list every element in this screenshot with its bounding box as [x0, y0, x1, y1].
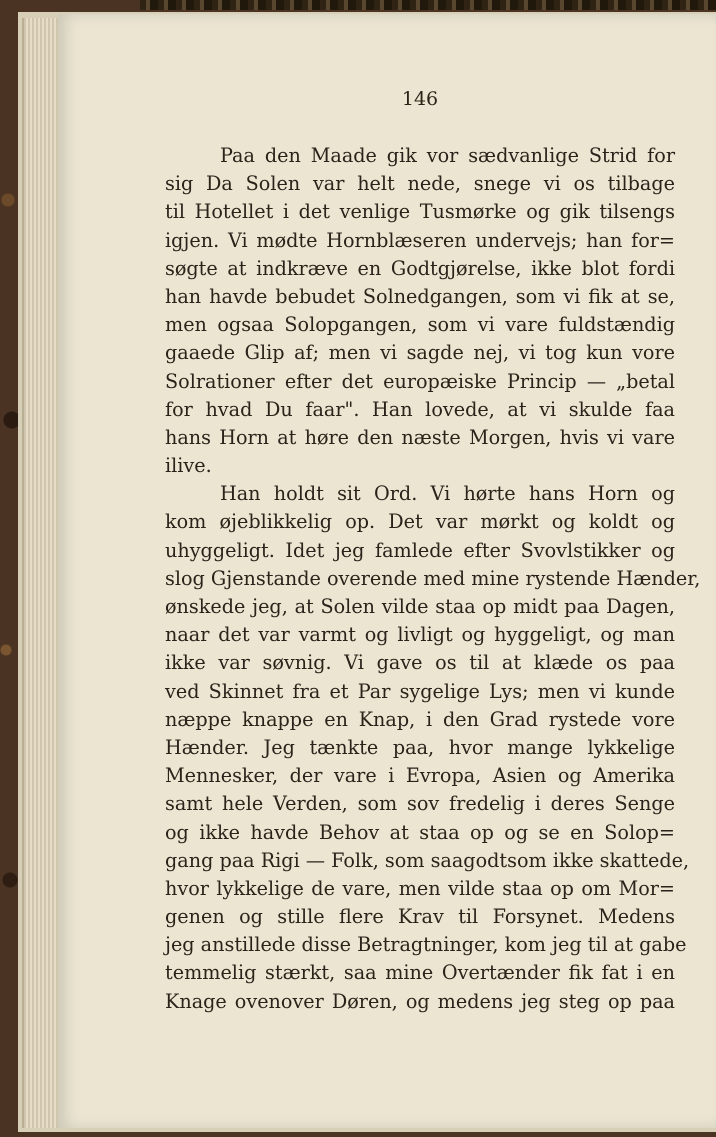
- text-line: men ogsaa Solopgangen, som vi vare fuldstændig: [165, 313, 675, 337]
- text-line: hvor lykkelige de vare, men vilde staa op om Mor=: [165, 876, 675, 900]
- body-text: [165, 142, 701, 1016]
- text-line: sig Da Solen var helt nede, snege vi os tilbage: [165, 172, 675, 196]
- text-line: gang paa Rigi — Folk, som saagodtsom ikke skattede,: [165, 848, 690, 872]
- text-line: ønskede jeg, at Solen vilde staa op midt paa Dagen,: [165, 595, 675, 618]
- text-line: slog Gjenstande overende med mine rystende Hænder,: [165, 566, 701, 590]
- text-line: Paa den Maade gik vor sædvanlige Strid for: [220, 144, 675, 167]
- text-line: for hvad Du faar". Han lovede, at vi skulde faa: [165, 397, 675, 421]
- text-line: ilive.: [165, 454, 212, 478]
- text-line: samt hele Verden, som sov fredelig i deres Senge: [165, 792, 675, 816]
- text-line: Hænder. Jeg tænkte paa, hvor mange lykkelige: [165, 735, 675, 759]
- text-line: temmelig stærkt, saa mine Overtænder fik fat i en: [165, 961, 675, 985]
- text-line: Mennesker, der vare i Evropa, Asien og Amerika: [165, 764, 675, 788]
- text-line: kom øjeblikkelig op. Det var mørkt og koldt og: [165, 510, 675, 534]
- text-line: næppe knappe en Knap, i den Grad rystede vore: [165, 707, 675, 731]
- text-line: og ikke havde Behov at staa op og se en Solop=: [165, 820, 675, 844]
- text-line: gaaede Glip af; men vi sagde nej, vi tog kun vore: [165, 341, 675, 365]
- text-line: hans Horn at høre den næste Morgen, hvis vi vare: [165, 425, 675, 449]
- text-line: jeg anstillede disse Betragtninger, kom jeg til at gabe: [165, 933, 687, 957]
- page-number: 146: [401, 88, 439, 110]
- text-line: søgte at indkræve en Godtgjørelse, ikke blot fordi: [165, 256, 675, 280]
- text-line: Solrationer efter det europæiske Princip — „betal: [165, 369, 675, 393]
- text-line: igjen. Vi mødte Hornblæseren undervejs; han for=: [165, 228, 675, 252]
- text-line: uhyggeligt. Idet jeg famlede efter Svovlstikker og: [165, 538, 675, 562]
- text-line: ikke var søvnig. Vi gave os til at klæde os paa: [165, 651, 675, 675]
- text-line: ved Skinnet fra et Par sygelige Lys; men vi kunde: [165, 679, 675, 703]
- text-line: Han holdt sit Ord. Vi hørte hans Horn og: [220, 482, 675, 506]
- top-binding-strip: [140, 0, 716, 10]
- text-line: til Hotellet i det venlige Tusmørke og gik tilsengs: [165, 200, 675, 224]
- text-line: Knage ovenover Døren, og medens jeg steg op paa: [165, 989, 675, 1013]
- text-line: naar det var varmt og livligt og hyggeligt, og man: [165, 623, 675, 647]
- text-line: genen og stille flere Krav til Forsynet. Medens: [165, 905, 675, 929]
- text-line: han havde bebudet Solnedgangen, som vi fik at se,: [165, 284, 675, 308]
